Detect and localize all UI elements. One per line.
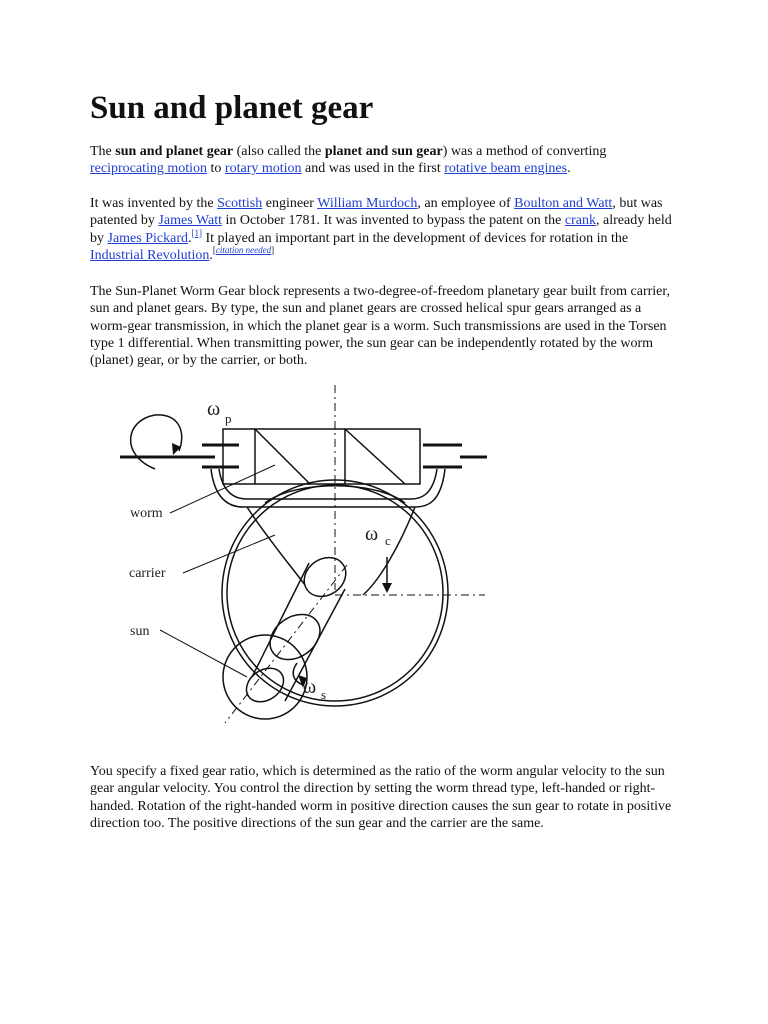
link-rotative-beam-engines[interactable]: rotative beam engines bbox=[444, 161, 568, 177]
carrier-arm-left bbox=[247, 507, 305, 585]
text: It was invented by the bbox=[90, 196, 218, 211]
sun-shaft-end bbox=[240, 661, 290, 709]
text: , already held by bbox=[90, 213, 672, 246]
link-crank[interactable]: crank bbox=[564, 213, 596, 229]
bold-term: sun and planet gear bbox=[115, 144, 234, 159]
label-carrier: carrier bbox=[129, 566, 166, 581]
omega-c-arrowhead bbox=[382, 583, 392, 593]
sun-planet-worm-gear-diagram bbox=[115, 385, 495, 730]
omega-s-symbol: ω bbox=[303, 676, 317, 698]
text: . bbox=[567, 161, 571, 177]
text: It played an important part in the development of devices for rotation in the bbox=[201, 230, 629, 246]
carrier-hub bbox=[261, 605, 328, 669]
intro-paragraph bbox=[90, 143, 680, 178]
link-boulton-and-watt[interactable]: Boulton and Watt bbox=[514, 196, 613, 211]
link-rotary-motion[interactable]: rotary motion bbox=[224, 161, 302, 177]
omega-p-symbol: ω bbox=[207, 398, 221, 420]
citation-needed-link[interactable]: citation needed bbox=[215, 244, 272, 255]
link-scottish[interactable]: Scottish bbox=[217, 196, 263, 211]
citation-needed bbox=[213, 245, 274, 255]
gear-ratio-paragraph: You specify a fixed gear ratio, which is determined as the ratio of the worm angular velocity to the sun gear angular velocity. You control the direction by setting the worm thread type, left-handed or right-handed. Rotation of the right-handed worm in positive direction causes the sun gear to rotate in positive direction too. The positive directions of the sun gear and the carrier are the same. bbox=[90, 764, 672, 831]
text: in October 1781. It was invented to bypass the patent on the bbox=[221, 213, 565, 229]
omega-s-subscript: s bbox=[321, 687, 327, 702]
bracket: [ bbox=[212, 244, 216, 255]
text: ) was a method of converting bbox=[442, 144, 607, 159]
page-title: Sun and planet gear bbox=[90, 90, 374, 126]
text: to bbox=[207, 161, 225, 177]
link-industrial-revolution[interactable]: Industrial Revolution bbox=[90, 247, 210, 263]
omega-c-subscript: c bbox=[385, 533, 391, 548]
sun-shaft-side bbox=[252, 563, 309, 677]
text: , an employee of bbox=[417, 196, 515, 211]
text: . bbox=[209, 247, 213, 263]
link-james-pickard[interactable]: James Pickard bbox=[107, 230, 188, 246]
reference-1[interactable] bbox=[191, 228, 202, 238]
bold-term: planet and sun gear bbox=[324, 144, 443, 159]
carrier-yoke bbox=[211, 469, 445, 507]
link-reciprocating-motion[interactable]: reciprocating motion bbox=[90, 161, 208, 177]
sun-shaft-top bbox=[297, 550, 354, 605]
omega-p-subscript: p bbox=[225, 411, 232, 426]
worm-gear-paragraph: The Sun-Planet Worm Gear block represents a two-degree-of-freedom planetary gear built from carrier, sun and planet gears. By type, the sun and planet gears are crossed helical spur gears arranged as a worm-gear transmission, in which the planet gear is a worm. Such transmissions are used in the Torsen type 1 differential. When transmitting power, the sun gear can be independently rotated by the worm (planet) gear, or by the carrier, or both. bbox=[90, 284, 670, 369]
sun-leader bbox=[160, 630, 247, 677]
text: (also called the bbox=[233, 144, 325, 159]
omega-p-arc bbox=[131, 415, 182, 469]
label-sun: sun bbox=[130, 624, 150, 639]
carrier-leader bbox=[183, 535, 275, 573]
carrier-arm-right bbox=[363, 507, 415, 595]
history-paragraph bbox=[90, 195, 680, 264]
label-worm: worm bbox=[130, 506, 163, 521]
link-james-watt[interactable]: James Watt bbox=[158, 213, 222, 229]
text: , but was patented by bbox=[90, 196, 663, 229]
text: The bbox=[90, 144, 116, 159]
worm-thread bbox=[255, 429, 310, 484]
text: engineer bbox=[262, 196, 318, 211]
text: and was used in the first bbox=[301, 161, 445, 177]
reference-link[interactable]: [1] bbox=[191, 227, 202, 238]
omega-c-symbol: ω bbox=[365, 523, 379, 545]
worm-thread bbox=[345, 429, 405, 484]
bracket: ] bbox=[271, 244, 275, 255]
text: . bbox=[187, 230, 192, 246]
link-william-murdoch[interactable]: William Murdoch bbox=[317, 196, 418, 211]
